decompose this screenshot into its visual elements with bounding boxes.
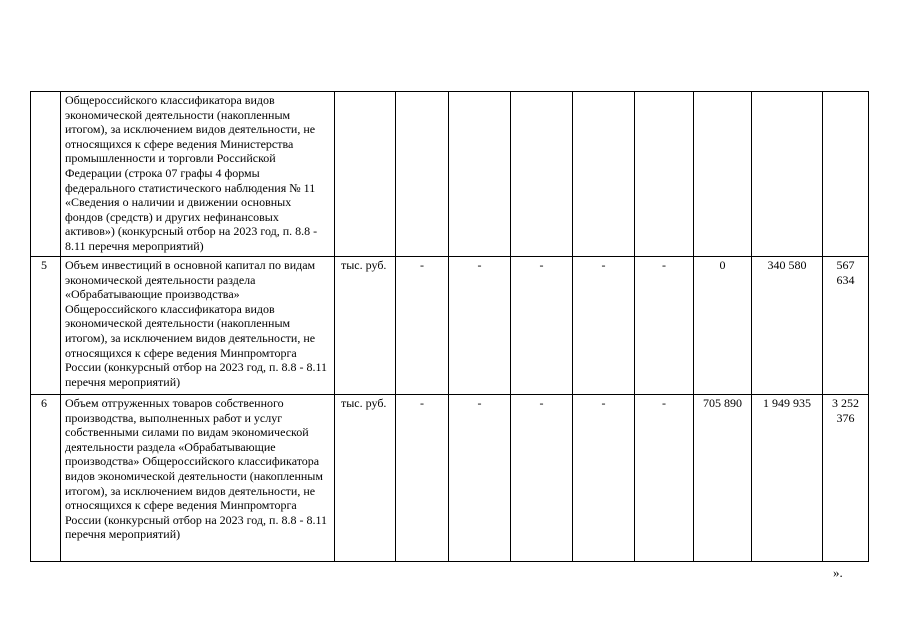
indicator-description: Объем инвестиций в основной капитал по видам экономической деятельности раздела «Обрабатывающие производства» Общероссийского классификатора видов экономической деятельности (накопленным итогом), за исключением видов деятельности, не относящихся к сфере ведения Минпромторга России (конкурсный отбор на 2023 год, п. 8.8 - 8.11 перечня мероприятий) bbox=[61, 257, 335, 395]
value-cell: - bbox=[573, 395, 635, 562]
value-cell: 340 580 bbox=[752, 257, 823, 395]
unit-cell: тыс. руб. bbox=[335, 395, 396, 562]
value-cell: 567 634 bbox=[823, 257, 869, 395]
row-number bbox=[31, 92, 61, 257]
value-cell bbox=[694, 92, 752, 257]
value-cell bbox=[396, 92, 449, 257]
value-cell: - bbox=[449, 395, 511, 562]
closing-quote-mark: ». bbox=[833, 565, 843, 580]
value-cell: - bbox=[511, 395, 573, 562]
value-cell: 705 890 bbox=[694, 395, 752, 562]
value-cell bbox=[823, 92, 869, 257]
indicator-description: Объем отгруженных товаров собственного производства, выполненных работ и услуг собственными силами по видам экономической деятельности раздела «Обрабатывающие производства» Общероссийского классификатора видов экономической деятельности (накопленным итогом), за исключением видов деятельности, не относящихся к сфере ведения Минпромторга России (конкурсный отбор на 2023 год, п. 8.8 - 8.11 перечня мероприятий) bbox=[61, 395, 335, 562]
value-cell: - bbox=[396, 257, 449, 395]
table-row bbox=[31, 257, 869, 395]
row-number: 5 bbox=[31, 257, 61, 395]
value-cell: 3 252 376 bbox=[823, 395, 869, 562]
value-cell: - bbox=[511, 257, 573, 395]
value-cell: - bbox=[396, 395, 449, 562]
value-cell: 0 bbox=[694, 257, 752, 395]
value-cell bbox=[752, 92, 823, 257]
unit-cell bbox=[335, 92, 396, 257]
value-cell: - bbox=[573, 257, 635, 395]
value-cell bbox=[511, 92, 573, 257]
indicators-table bbox=[30, 91, 869, 562]
table-row bbox=[31, 92, 869, 257]
value-cell bbox=[573, 92, 635, 257]
value-cell: - bbox=[449, 257, 511, 395]
value-cell bbox=[635, 92, 694, 257]
value-cell: - bbox=[635, 395, 694, 562]
value-cell bbox=[449, 92, 511, 257]
value-cell: 1 949 935 bbox=[752, 395, 823, 562]
unit-cell: тыс. руб. bbox=[335, 257, 396, 395]
table-row bbox=[31, 395, 869, 562]
value-cell: - bbox=[635, 257, 694, 395]
row-number: 6 bbox=[31, 395, 61, 562]
indicator-description: Общероссийского классификатора видов экономической деятельности (накопленным итогом), за исключением видов деятельности, не относящихся к сфере ведения Министерства промышленности и торговли Российской Федерации (строка 07 графы 4 формы федерального статистического наблюдения № 11 «Сведения о наличии и движении основных фондов (средств) и других нефинансовых активов») (конкурсный отбор на 2023 год, п. 8.8 - 8.11 перечня мероприятий) bbox=[61, 92, 335, 257]
